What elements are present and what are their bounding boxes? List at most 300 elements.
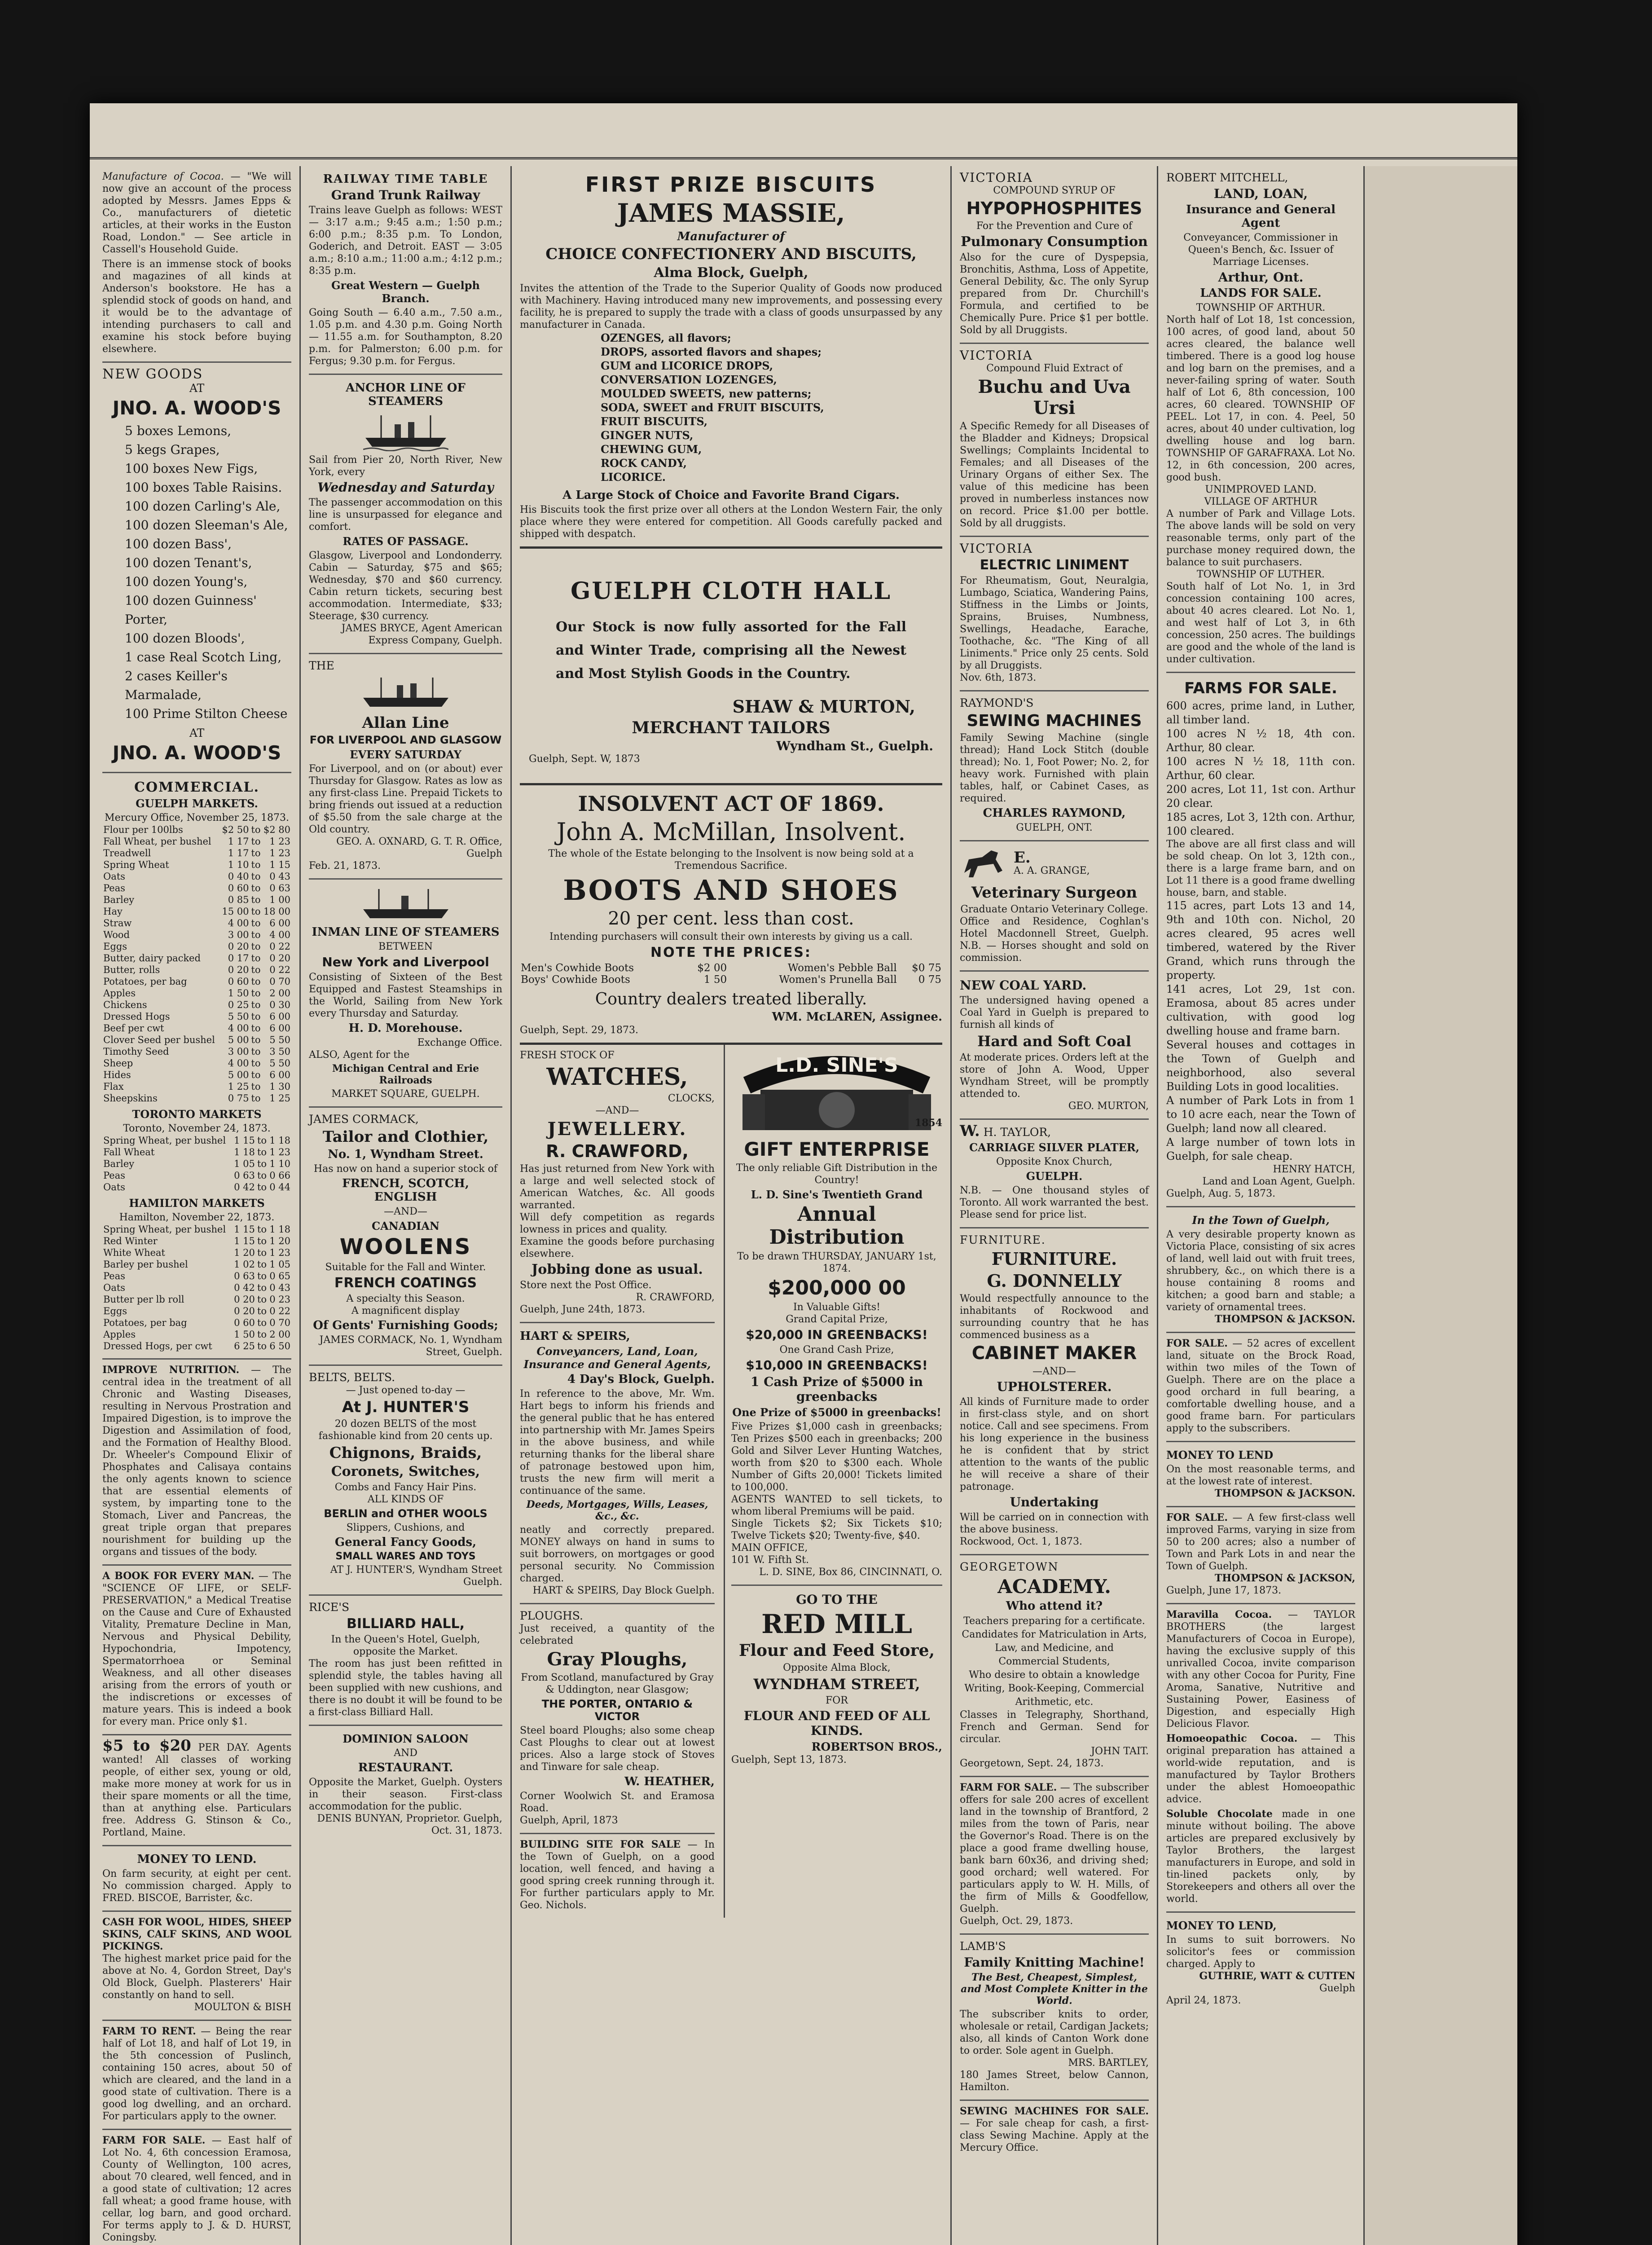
market-cell: Eggs [103,941,127,952]
market-cell: to [251,1093,261,1104]
candy-item: OZENGES, all flavors; [601,331,731,344]
building-text: — In the Town of Guelph, on a good location, well fenced, and having a good spring creek running through it. For further particulars apply to Mr. Geo. Nichols. [520,1839,715,1911]
lend5-ad [1166,1442,1355,1507]
clocks-text: CLOCKS, [668,1093,715,1104]
inman-agent: H. D. Morehouse. [348,1021,463,1035]
market-cell: 0 44 [269,1182,290,1193]
buchu-heading: Buchu and Uva Ursi [978,376,1131,418]
market-cell: Oats [103,1282,125,1293]
farm-sale-ad-2 [960,1777,1149,1935]
fresh-text: FRESH STOCK OF [520,1050,615,1061]
crawford-address: Store next the Post Office. [520,1280,652,1291]
market-cell: Peas [103,1271,125,1281]
market-cell: to [257,1306,267,1316]
restaurant-heading: RESTAURANT. [358,1761,453,1774]
farm-list-item: 185 acres, Lot 3, 12th con. Arthur, 100 cleared. [1166,811,1355,837]
coal-ad [960,972,1149,1120]
farm-list-item: 100 acres N ½ 18, 11th con. Arthur, 60 clear. [1166,755,1355,782]
wood-footer: JNO. A. WOOD'S [112,742,281,764]
market-cell: Potatoes, per bag [103,1317,187,1328]
anchor-days: Wednesday and Saturday [317,480,494,495]
at-label-2: AT [189,726,205,740]
wood-goods-list [102,422,291,723]
sines-year: 1854 [914,1117,942,1129]
hart-heading: HART & SPEIRS, [520,1329,630,1343]
market-cell: to [257,1271,267,1281]
market-cell: to [251,964,261,975]
liniment-text: For Rheumatism, Gout, Neuralgia, Lumbago, Sciatica, Wandering Pains, Stiffness in the Limbs or Joints, Sprains, Bruises, Numbness, Swellings, Headache, Earache, Toothache, &c. "The King of all Liniments." Price only 25 cents. Sold by all Druggists. [960,575,1149,671]
market-cell: 1 18 [269,1224,290,1235]
market-cell: 1 23 [269,836,290,847]
market-cell: 0 66 [269,1170,290,1181]
cocoa-heading: Manufacture of Cocoa. [102,171,224,182]
market-cell: to [251,1070,261,1080]
goods-item: 5 kegs Grapes, [125,442,220,457]
dominion-text: Opposite the Market, Guelph. Oysters in their season. First-class accommodation for the public. [309,1777,502,1812]
market-cell: to [251,894,261,905]
market-cell: 4 00 [228,1023,249,1034]
goods-item: 100 dozen Young's, [125,574,248,589]
book-ad [102,1566,291,1735]
market-cell: 15 00 [222,906,249,917]
farm-sale-heading: FARM FOR SALE. [102,2135,206,2146]
taylor-ad [960,1120,1149,1228]
massie-alma: Alma Block, Guelph, [654,265,808,281]
allan-heading: Allan Line [362,714,449,732]
lend6-text: In sums to suit borrowers. No solicitor's fees or commission charged. Apply to [1166,1934,1355,1970]
market-cell: 5 50 [269,1034,290,1045]
candy-item: MOULDED SWEETS, new patterns; [601,387,812,400]
market-row [520,962,942,974]
furniture-head: FURNITURE. [960,1233,1046,1246]
market-cell: 0 22 [269,1306,290,1316]
farms-heading: FARMS FOR SALE. [1184,679,1337,697]
liniment-date: Nov. 6th, 1873. [960,672,1037,683]
mclaren-sign: WM. McLAREN, Assignee. [772,1010,942,1024]
candy-item: FRUIT BISCUITS, [601,415,708,428]
column-5 [1158,166,1365,2245]
hunter-heading: At J. HUNTER'S [342,1398,470,1416]
canadian-heading: CANADIAN [372,1219,439,1233]
market-cell: to [251,999,261,1010]
market-cell: to [257,1341,267,1351]
vet-text: Office and Residence, Coghlan's Hotel Macdonnell Street, Guelph. N.B. — Horses shought and sold on commission. [960,916,1149,964]
donnelly-text: Would respectfully announce to the inhabitants of Rockwood and surrounding country that he has commenced business as a [960,1293,1149,1341]
grange-name: A. A. GRANGE, [1014,865,1090,876]
luther-heading: TOWNSHIP OF LUTHER. [1196,569,1325,580]
market-cell: to [251,1046,261,1057]
market-cell: to [257,1259,267,1270]
book-text: — The "SCIENCE OF LIFE, or SELF-PRESERVATION," a Medical Treatise on the Cause and Cure of Exhausted Vitality, Premature Decline in Man, Nervous and Physical Debility, Hypochondria, Impotency, Spermatorrhoea or Seminal Weakness, and all other diseases arising from the errors of youth or the indiscretions or excesses of mature years. This is indeed a book for every man. Price only $1. [102,1571,292,1727]
heather-date: Guelph, April, 1873 [520,1815,618,1826]
bartley-sign: MRS. BARTLEY, [1068,2057,1149,2069]
market-cell: to [251,1081,261,1092]
flour2-heading: FLOUR AND FEED OF ALL KINDS. [743,1708,930,1738]
victoria-label-3: VICTORIA [960,541,1033,556]
village-text: A number of Park and Village Lots. The above lands will be sold on very reasonable terms, only part of the purchase money required down, the balance to suit purchasers. [1166,508,1355,568]
hart-sub: Conveyancers, Land, Loan, Insurance and General Agents, [523,1345,711,1371]
market-cell: Oats [103,1182,125,1193]
luther-text: South half of Lot No. 1, in 3rd concession containing 100 acres, about 40 acres cleared. Lot No. 1, and west half of Lot 3, in 6th concession, 250 acres. The buildings are good and the whole of the land is under cultivation. [1166,581,1355,665]
market-cell: Sheepskins [103,1093,158,1104]
column-4 [952,166,1158,2245]
hypo-for: For the Prevention and Cure of [976,220,1133,232]
steamship-icon [363,411,448,451]
cloth-hall-heading: GUELPH CLOTH HALL [570,577,892,605]
farm-sale-text-2: — The subscriber offers for sale 200 acres of excellent land in the township of Brantford, 2 miles from the town of Paris, near the Governor's Road. There is on the place a good frame dwelling house, bank barn 60x36, and driving shed; good orchard; well watered. For particulars apply to W. H. Mills, of the firm of Mills & Goodfellow, Guelph. [960,1782,1149,1915]
coal-text-2: At moderate prices. Orders left at the store of John A. Wood, Upper Wyndham Street, will be promptly attended to. [960,1052,1149,1100]
farm-list-item: 100 acres N ½ 18, 4th con. Arthur, 80 clear. [1166,727,1355,754]
hart-sign: HART & SPEIRS, Day Block Guelph. [532,1585,715,1596]
hamilton-markets-heading: HAMILTON MARKETS [129,1197,265,1210]
watches-heading: WATCHES, [546,1063,688,1091]
market-cell: 1 05 [234,1158,255,1169]
soluble-text: made in one minute without boiling. The above articles are prepared exclusively by Taylor Brothers, the largest manufacturers in Europe, and sold in tin-lined packets only, by Storekeepers and others all over the world. [1166,1809,1355,1905]
market-cell: Barley per bushel [103,1259,188,1270]
market-cell: 0 75 [918,974,941,986]
farm-rent-heading: FARM TO RENT. [102,2025,196,2037]
suitable-text: Suitable for the Fall and Winter. [325,1262,486,1273]
market-cell: to [257,1236,267,1246]
lend5-heading: MONEY TO LEND [1166,1448,1274,1461]
goods-item: 1 case Real Scotch Ling, [125,650,282,665]
market-row [102,1158,291,1170]
goods-item: 100 dozen Carling's Ale, [125,499,281,514]
gray-text: From Scotland, manufactured by Gray & Uddington, near Glasgow; [521,1672,714,1695]
market-cell: to [257,1182,267,1193]
buchu-lead: Compound Fluid Extract of [986,363,1122,374]
taylor-address: Opposite Knox Church, [996,1156,1113,1167]
sines-sign: L. D. SINE, Box 86, CINCINNATI, O. [759,1567,942,1578]
machines-text: — For sale cheap for cash, a first-class Sewing Machine. Apply at the Mercury Office. [960,2118,1149,2153]
market-row [102,1305,291,1317]
lamb-text: The subscriber knits to order, wholesale or retail, Cardigan Jackets; also, all kinds of Canton Work done to order. Sole agent in Guelph. [960,2009,1149,2056]
tait-date: Georgetown, Sept. 24, 1873. [960,1758,1104,1769]
masthead-rule [90,121,1517,159]
cormack-ad [309,1108,502,1366]
sale3-ad [1166,1507,1355,1604]
defy-text: Will defy competition as regards lowness in prices and quality. [520,1212,715,1235]
park-text: A number of Park Lots in from 1 to 10 acre each, near the Town of Guelph; land now all cleared. [1166,1094,1355,1135]
market-cell: 0 25 [228,999,249,1010]
market-row [102,882,291,894]
market-row [102,1282,291,1294]
market-cell: to [251,976,261,987]
market-cell: to [251,988,261,999]
robertson-sign: ROBERTSON BROS., [811,1740,942,1753]
classes-text: Classes in Telegraphy, Shorthand, French and German. Send for circular. [960,1709,1149,1745]
market-row [102,1146,291,1158]
guelph-markets-heading: GUELPH MARKETS. [136,797,258,810]
candy-item: LICORICE. [601,471,666,484]
toronto-markets-table [102,1135,291,1193]
lend5-text: On the most reasonable terms, and at the lowest rate of interest. [1166,1464,1355,1487]
market-cell: Peas [103,883,125,894]
market-cell: 1 20 [269,1236,290,1246]
market-cell: 18 00 [263,906,290,917]
plater-heading: CARRIAGE SILVER PLATER, [969,1141,1140,1154]
market-row [102,894,291,906]
sewing-text: Family Sewing Machine (single thread); Hand Lock Stitch (double thread); No. 1, Foot Power; No. 2, for heavy work. Furnished with plain tables, half, or Cabinet Cases, as required. [960,732,1149,804]
market-cell: to [251,836,261,847]
farm-sale-text: — East half of Lot No. 4, 6th concession Eramosa, County of Wellington, 100 acres, about 70 cleared, well fenced, and in a good state of cultivation; 12 acres fall wheat; a good frame house, with cellar, log barn, and good orchard. For terms apply to J. & D. HURST, Coningsby. [102,2135,291,2243]
market-cell: 1 02 [234,1259,255,1270]
redmill-ad [731,1586,942,1772]
sines-office: 101 W. Fifth St. [731,1554,809,1566]
market-row [102,941,291,952]
bartley-address: 180 James Street, below Cannon, Hamilton. [960,2069,1149,2093]
donnelly-ad [960,1228,1149,1555]
market-cell: Flax [103,1081,124,1092]
pulmonary-heading: Pulmonary Consumption [961,234,1148,250]
lend-ad [102,1846,291,1912]
market-row [102,1270,291,1282]
rice-heading: RICE'S [309,1601,350,1614]
hamilton-markets-table [102,1224,291,1352]
coronets-heading: Coronets, Switches, [331,1464,480,1479]
market-cell: to [251,824,261,835]
taylor-guelph: GUELPH. [1026,1170,1083,1183]
cloths-heading: FRENCH, SCOTCH, ENGLISH [342,1177,469,1204]
market-cell: 6 00 [269,1023,290,1034]
hart-text: In reference to the above, Mr. Wm. Hart begs to inform his friends and the general public that he has entered into partnership with Mr. James Speirs in the above business, and while returning thanks for the liberal share of patronage bestowed upon him, trusts the new firm will merit a continuance of the same. [520,1388,715,1497]
cloth-hall-text: Our Stock is now fully assorted for the Fall and Winter Trade, comprising all the Newest and Most Stylish Goods in the Country. [556,619,906,682]
guelph-markets-date: Mercury Office, November 25, 1873. [105,812,289,823]
massie-name: JAMES MASSIE, [617,198,845,228]
sines-heading: L.D. SINE'S [775,1054,898,1077]
sines-ad [731,1045,942,1586]
deeds-text: neatly and correctly prepared. MONEY always on hand in sums to suit borrowers, on mortgages or good personal security. No Commission charged. [520,1524,715,1584]
lamb-heading: LAMB'S [960,1940,1006,1953]
market-cell: Boys' Cowhide Boots [521,974,630,986]
market-cell: Butter per lb roll [103,1294,185,1305]
column-3 [512,166,952,2245]
drawn-text: To be drawn THURSDAY, JANUARY 1st, 1874. [737,1251,936,1274]
maravilla-text: — TAYLOR BROTHERS (the largest Manufacturers of Cocoa in Europe), having the exclusive supply of this unrivalled Cocoa, invite comparison with any other Cocoa for Purity, Fine Aroma, Sanative, Nutritive and Sustaining Power, Easiness of Digestion, and especially High Delicious Flavor. [1166,1609,1355,1730]
cormack-sign: JAMES CORMACK, No. 1, Wyndham Street, Guelph. [319,1334,502,1358]
insurance-heading: Insurance and General Agent [1186,203,1336,230]
michigan-heading: Michigan Central and Erie Railroads [332,1063,479,1086]
thompson-date: Guelph, June 17, 1873. [1166,1585,1282,1596]
market-row [102,1340,291,1352]
market-cell: 0 20 [228,941,249,952]
lands-arthur: TOWNSHIP OF ARTHUR. [1196,302,1326,313]
market-cell: to [251,953,261,964]
attend-item: Teachers preparing for a certificate. [963,1616,1145,1627]
market-row [102,917,291,929]
cloth-hall-ad [520,549,942,785]
market-cell: 0 60 [228,976,249,987]
ploughs-ad [520,1604,715,1834]
market-cell: 0 30 [269,999,290,1010]
town-heading: In the Town of Guelph, [1192,1214,1330,1227]
cash-sign: MOULTON & BISH [194,2002,291,2013]
farm-list-item: 200 acres, Lot 11, 1st con. Arthur 20 clear. [1166,783,1355,810]
market-cell: to [251,859,261,870]
market-cell: 6 50 [269,1341,290,1351]
goods-item: 100 dozen Tenant's, [125,555,252,570]
column-1 [94,166,301,2245]
market-cell: 1 25 [228,1081,249,1092]
market-cell: 1 23 [269,848,290,858]
sewing-heading: SEWING MACHINES [967,712,1142,730]
market-cell: 0 63 [269,883,290,894]
guelph-markets-table [102,824,291,1104]
market-row [102,1011,291,1022]
toronto-markets-heading: TORONTO MARKETS [132,1108,262,1121]
wages-ad [102,1735,291,1846]
smallwares-heading: SMALL WARES AND TOYS [335,1551,476,1562]
attend-item: Writing, Book-Keeping, Commercial Arithmetic, etc. [964,1683,1144,1708]
commercial-heading: COMMERCIAL. [134,779,259,795]
books-text: There is an immense stock of books and magazines of all kinds at Anderson's bookstore. He has a splendid stock of goods on hand, and it would be to the advantage of intending purchasers to call and examine his stock before buying elsewhere. [102,259,291,355]
crawford-heading: R. CRAWFORD, [546,1141,689,1161]
insolvent-text: The whole of the Estate belonging to the Insolvent is now being sold at a Tremendous Sacrifice. [548,848,914,872]
nutrition-heading: IMPROVE NUTRITION. [102,1364,240,1376]
market-cell: to [251,929,261,940]
heather-sign: W. HEATHER, [624,1775,715,1788]
gw-heading: Great Western — Guelph Branch. [331,279,480,305]
coal-text: The undersigned having opened a Coal Yard in Guelph is prepared to furnish all kinds of [960,995,1149,1030]
market-cell: $2 50 [222,824,249,835]
market-cell: to [251,906,261,917]
gray-heading: Gray Ploughs, [547,1649,688,1670]
market-cell: to [251,883,261,894]
market-cell: Oats [103,871,125,882]
allkinds-text: ALL KINDS OF [367,1494,444,1505]
market-cell: 1 10 [269,1158,290,1169]
market-cell: Men's Cowhide Boots [521,962,634,974]
market-cell: 0 70 [269,1317,290,1328]
market-cell: Straw [103,918,132,929]
farms-text: The above are all first class and will be sold cheap. On lot 3, 12th con., there is a large frame barn, and on Lot 11 there is a good frame dwelling house, barn, and stable. [1166,839,1355,898]
market-row [102,976,291,987]
cigars-heading: A Large Stock of Choice and Favorite Brand Cigars. [562,489,900,502]
massie-choice: CHOICE CONFECTIONERY AND BISCUITS, [545,245,917,263]
annual-heading: Annual Distribution [769,1203,905,1249]
column-2 [301,166,512,2245]
attend-item: Who desire to obtain a knowledge [969,1669,1140,1681]
market-cell: Women's Pebble Ball [787,962,897,974]
liniment-heading: ELECTRIC LINIMENT [980,557,1129,573]
dominion-ad [309,1726,502,1843]
furniture-heading: FURNITURE. [991,1249,1117,1269]
machines-ad [960,2101,1149,2160]
grange-initial: E. [1014,849,1031,867]
raymond-lead: RAYMOND'S [960,696,1034,709]
market-row [102,871,291,882]
market-row [102,1057,291,1069]
market-cell: 0 42 [234,1182,255,1193]
col3-lower [520,1045,942,1918]
market-cell: $2 80 [263,824,290,835]
market-cell: to [257,1147,267,1158]
redmill-heading: RED MILL [761,1609,912,1639]
book-heading: A BOOK FOR EVERY MAN. [102,1570,255,1582]
allan-ad [309,654,502,880]
and-divider-4: —AND— [1032,1366,1076,1377]
market-cell: 5 50 [269,1058,290,1069]
market-cell: 1 30 [269,1081,290,1092]
acres-141: 141 acres, Lot 29, 1st con. Eramosa, about 85 acres under cultivation, with good log dwelling house and frame barn. [1166,983,1355,1037]
market-cell: to [257,1170,267,1181]
ploughs-lead: Just received, a quantity of the celebrated [520,1623,715,1646]
sale3-text: — A few first-class well improved Farms, varying in size from 50 to 200 acres; also a number of Town and Park Lots in and near the Town of Guelph. [1166,1512,1355,1572]
market-cell: Sheep [103,1058,133,1069]
compound-syrup: COMPOUND SYRUP OF [993,185,1116,196]
market-cell: Timothy Seed [103,1046,169,1057]
farms-ad [1166,673,1355,1207]
market-cell: to [251,1023,261,1034]
guthrie-sign: GUTHRIE, WATT & CUTTEN [1199,1970,1355,1982]
market-cell: 1 25 [269,1093,290,1104]
market-cell: Peas [103,1170,125,1181]
market-cell: $2 00 [697,962,727,974]
market-row [102,1022,291,1034]
candy-item: ROCK CANDY, [601,457,687,470]
vet-grad: Graduate Ontario Veterinary College. [960,904,1148,915]
victoria-label-1: VICTORIA [960,170,1033,185]
hypo-ad [960,166,1149,344]
market-cell: Dressed Hogs, per cwt [103,1341,212,1351]
unimproved-heading: UNIMPROVED LAND. [1205,484,1317,495]
market-cell: 0 23 [269,1294,290,1305]
steamship-icon [361,887,451,923]
market-cell: 3 00 [228,929,249,940]
market-cell: Flour per 100lbs [103,824,183,835]
allan-the: THE [309,659,334,672]
onegrand-text: One Grand Cash Prize, [779,1344,894,1356]
coal-heading: NEW COAL YARD. [960,978,1087,993]
hunter-sign: AT J. HUNTER'S, Wyndham Street Guelph. [330,1564,502,1588]
market-cell: 5 00 [228,1070,249,1080]
massie-ad [520,166,942,549]
wyndham-heading: No. 1, Wyndham Street. [328,1148,483,1161]
main-office: MAIN OFFICE, [731,1542,808,1554]
market-cell: 3 50 [269,1046,290,1057]
candy-item: CONVERSATION LOZENGES, [601,373,777,386]
market-cell: 1 05 [269,1259,290,1270]
hatch-sign: HENRY HATCH, [1273,1164,1355,1175]
timber-text: A large number of town lots in Guelph, for sale cheap. [1166,1136,1355,1162]
market-row [102,952,291,964]
homeo-heading: Homoeopathic Cocoa. [1166,1733,1298,1744]
sale2-heading: FOR SALE. [1166,1338,1228,1349]
cormack-name: JAMES CORMACK, [309,1113,419,1126]
taylor-text: N.B. — One thousand styles of Toronto. All work warranted the best. Please send for price list. [960,1185,1149,1220]
hatch-sub: Land and Loan Agent, Guelph. [1202,1176,1355,1187]
market-cell: 1 15 [234,1236,255,1246]
lamb-ad [960,1935,1149,2101]
farm-sale-heading-2: FARM FOR SALE. [960,1782,1057,1793]
market-cell: 3 00 [228,1046,249,1057]
inman-text: Consisting of Sixteen of the Best Equipped and Fastest Steamships in the World, Sailing from New York every Thursday and Saturday. [309,972,502,1019]
single-text: Single Tickets $2; Six Tickets $10; Twelve Tickets $20; Twenty-five, $40. [731,1518,942,1541]
hart-ad [520,1323,715,1604]
newspaper-page [90,103,1517,2245]
market-cell: 6 00 [269,1011,290,1022]
wyndham-street: WYNDHAM STREET, [753,1676,920,1693]
goods-item: 100 boxes Table Raisins. [125,480,282,495]
belts-heading: BELTS, BELTS. [309,1371,395,1384]
gift-lead: The only reliable Gift Distribution in the Country! [736,1162,938,1186]
market-row [102,1092,291,1104]
inman-route: New York and Liverpool [322,955,489,969]
shaw-address: Wyndham St., Guelph. [776,739,933,753]
cocoa-ad [1166,1604,1355,1913]
cash-text: The highest market price paid for the above at No. 4, Gordon Street, Day's Old Block, Guelph. Plasterers' Hair constantly on hand to sell. [102,1953,291,2001]
market-row [102,859,291,871]
